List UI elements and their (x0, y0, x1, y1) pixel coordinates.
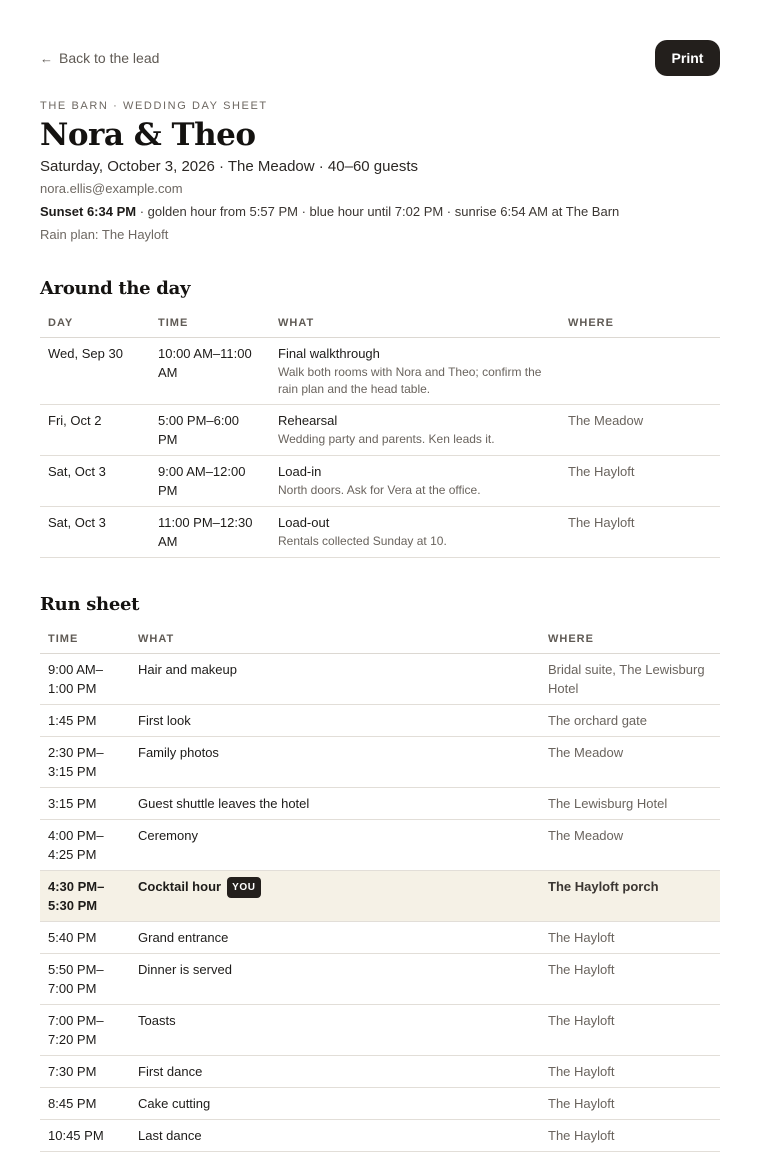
time-cell: 10:00 AM–11:00 AM (150, 338, 270, 405)
activity-title: Grand entrance (138, 930, 229, 945)
print-button[interactable]: Print (655, 40, 720, 76)
eyebrow: THE BARN · WEDDING DAY SHEET (40, 100, 268, 112)
activity-title: Rehearsal (278, 413, 338, 428)
time-cell: 5:50 PM–7:00 PM (40, 954, 130, 1005)
where-cell: The Lewisburg Hotel (540, 788, 720, 820)
what-cell (130, 1088, 540, 1120)
where-cell: The orchard gate (540, 705, 720, 737)
time-cell: 3:15 PM (40, 788, 130, 820)
time-cell: 7:30 PM (40, 1056, 130, 1088)
top-bar (40, 40, 720, 76)
column-header-day: DAY (40, 311, 150, 338)
activity-title: Hair and makeup (138, 662, 237, 677)
where-cell: The Hayloft (540, 1120, 720, 1152)
activity-title: First dance (138, 1064, 203, 1079)
day-cell: Sat, Oct 3 (40, 507, 150, 558)
table-row (40, 507, 720, 558)
where-cell: The Hayloft (540, 1088, 720, 1120)
what-cell (130, 705, 540, 737)
time-cell: 9:00 AM–1:00 PM (40, 654, 130, 705)
activity-title: First look (138, 713, 191, 728)
time-cell: 1:45 PM (40, 705, 130, 737)
table-header-row (40, 627, 720, 654)
run-sheet-heading: Run sheet (40, 594, 140, 615)
back-to-lead-link[interactable] (40, 50, 159, 66)
time-cell: 5:00 PM–6:00 PM (150, 405, 270, 456)
table-row (40, 737, 720, 788)
column-header-time: TIME (40, 627, 130, 654)
activity-title: Load-out (278, 515, 330, 530)
activity-title: Ceremony (138, 828, 198, 843)
column-header-where: WHERE (540, 627, 720, 654)
what-cell (270, 338, 560, 405)
table-row (40, 820, 720, 871)
where-cell: The Hayloft (540, 954, 720, 1005)
activity-title: Cocktail hour (138, 879, 222, 894)
what-cell (130, 820, 540, 871)
activity-title: Cake cutting (138, 1096, 211, 1111)
table-row (40, 405, 720, 456)
activity-title: Load-in (278, 464, 322, 479)
day-cell: Fri, Oct 2 (40, 405, 150, 456)
table-row (40, 338, 720, 405)
event-subtitle: Saturday, October 3, 2026 · The Meadow · 40–60 guests (40, 158, 419, 175)
what-cell (270, 456, 560, 507)
column-header-time: TIME (150, 311, 270, 338)
what-cell (270, 507, 560, 558)
where-cell: The Meadow (560, 405, 720, 456)
activity-title: Last dance (138, 1128, 202, 1143)
table-row (40, 1088, 720, 1120)
time-cell: 4:30 PM–5:30 PM (40, 871, 130, 922)
time-cell: 5:40 PM (40, 922, 130, 954)
where-cell: The Hayloft (540, 922, 720, 954)
time-cell: 11:00 PM–12:30 AM (150, 507, 270, 558)
table-row (40, 1056, 720, 1088)
back-arrow-icon: ← (40, 50, 53, 66)
what-cell (130, 737, 540, 788)
what-cell (130, 1120, 540, 1152)
sun-times (40, 204, 720, 219)
table-row (40, 654, 720, 705)
column-header-where: WHERE (560, 311, 720, 338)
what-cell (270, 405, 560, 456)
where-cell: The Hayloft (560, 456, 720, 507)
where-cell: The Hayloft (540, 1056, 720, 1088)
table-row (40, 954, 720, 1005)
activity-note: Walk both rooms with Nora and Theo; confirm the rain plan and the head table. (278, 365, 542, 396)
what-cell (130, 654, 540, 705)
sun-details: · golden hour from 5:57 PM · blue hour until 7:02 PM · sunrise 6:54 AM at The Barn (136, 204, 620, 219)
where-cell: The Hayloft (540, 1005, 720, 1056)
sunset-label: Sunset 6:34 PM (40, 204, 137, 219)
table-row (40, 922, 720, 954)
rain-plan: Rain plan: The Hayloft (40, 227, 169, 242)
activity-note: Wedding party and parents. Ken leads it. (278, 432, 495, 446)
where-cell: The Hayloft porch (540, 871, 720, 922)
activity-title: Dinner is served (138, 962, 232, 977)
time-cell: 10:45 PM (40, 1120, 130, 1152)
contact-email: nora.ellis@example.com (40, 181, 183, 196)
time-cell: 2:30 PM–3:15 PM (40, 737, 130, 788)
activity-note: Rentals collected Sunday at 10. (278, 534, 447, 548)
time-cell: 8:45 PM (40, 1088, 130, 1120)
what-cell (130, 954, 540, 1005)
column-header-what: WHAT (130, 627, 540, 654)
what-cell (130, 1056, 540, 1088)
what-cell (130, 788, 540, 820)
column-header-what: WHAT (270, 311, 560, 338)
table-row (40, 456, 720, 507)
activity-title: Family photos (138, 745, 219, 760)
activity-title: Guest shuttle leaves the hotel (138, 796, 310, 811)
where-cell (560, 338, 720, 405)
table-row (40, 1005, 720, 1056)
run-sheet-table (40, 627, 720, 1152)
around-the-day-heading: Around the day (40, 278, 191, 299)
you-badge: YOU (227, 877, 260, 898)
where-cell: The Meadow (540, 820, 720, 871)
what-cell (130, 871, 540, 922)
time-cell: 9:00 AM–12:00 PM (150, 456, 270, 507)
table-header-row (40, 311, 720, 338)
day-cell: Wed, Sep 30 (40, 338, 150, 405)
around-the-day-table (40, 311, 720, 558)
page-title: Nora & Theo (40, 117, 256, 153)
back-link-label: Back to the lead (59, 50, 160, 66)
time-cell: 4:00 PM–4:25 PM (40, 820, 130, 871)
activity-title: Final walkthrough (278, 346, 380, 361)
where-cell: The Hayloft (560, 507, 720, 558)
time-cell: 7:00 PM–7:20 PM (40, 1005, 130, 1056)
table-row (40, 705, 720, 737)
what-cell (130, 1005, 540, 1056)
day-cell: Sat, Oct 3 (40, 456, 150, 507)
where-cell: The Meadow (540, 737, 720, 788)
table-row (40, 1120, 720, 1152)
table-row (40, 788, 720, 820)
table-row-you (40, 871, 720, 922)
where-cell: Bridal suite, The Lewisburg Hotel (540, 654, 720, 705)
activity-note: North doors. Ask for Vera at the office. (278, 483, 481, 497)
activity-title: Toasts (138, 1013, 176, 1028)
what-cell (130, 922, 540, 954)
